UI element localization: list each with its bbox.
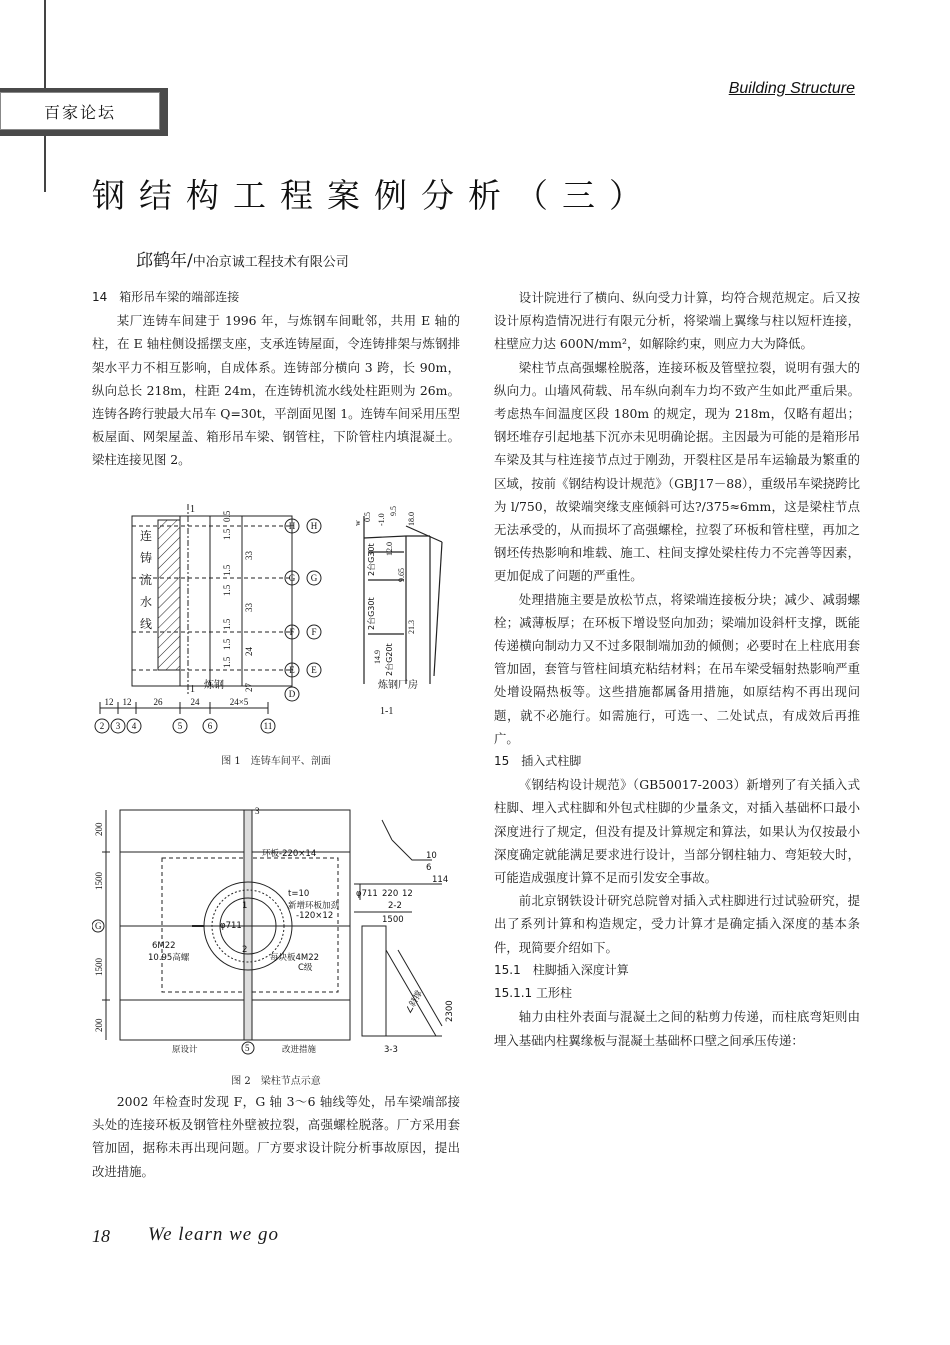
fig2-dim: 200: [94, 822, 104, 836]
section-tab: [0, 92, 160, 130]
fig1-axis-label: E: [289, 665, 295, 675]
fig2-improve-label: 改进措施: [282, 1045, 317, 1055]
page-number: 18: [92, 1226, 110, 1246]
fig2-sec-dim: 1500: [382, 915, 404, 925]
section-heading-14: 14 箱形吊车梁的端部连接: [92, 290, 240, 304]
fig2-bolt-label: 6M22: [152, 941, 176, 951]
fig1-sec-dim: 9.5: [389, 506, 398, 516]
fig1-sec-dim: 14.9: [373, 650, 382, 664]
fig1-dim: 1.5: [222, 584, 232, 596]
fig1-dim: 24: [190, 697, 200, 707]
fig2-axis-label: 5: [245, 1043, 250, 1053]
fig1-dim: 26: [153, 697, 163, 707]
fig1-axis-label: D: [288, 689, 296, 699]
fig2-stiffener-label: 新增环板加劲: [288, 901, 340, 911]
fig2-brace-label: ∠斜撑: [403, 989, 425, 1016]
journal-name: Building Structure: [728, 80, 855, 97]
author-name: 邱鹤年/: [136, 251, 193, 271]
fig1-crane-label: 2台G30t: [367, 597, 376, 630]
fig1-dim: 1.5: [222, 656, 232, 668]
fig1-dim: 12: [122, 697, 132, 707]
fig1-vertical-label: 水: [140, 595, 153, 609]
fig1-crane-label: 2台G30t: [367, 543, 376, 576]
fig2-sec-dim: 12: [402, 889, 413, 899]
fig1-axis-label: 4: [131, 721, 137, 731]
figure-1-caption: 图 1 连铸车间平、剖面: [221, 756, 331, 767]
fig1-sec-dim: 0.5: [363, 512, 372, 522]
fig1-axis-label: H: [310, 521, 318, 531]
left-column-top: [92, 286, 460, 472]
paragraph: 梁柱节点高强螺栓脱落，连接环板及管壁拉裂，说明有强大的纵向力。山墙风荷载、吊车纵向刹车力均不致产生如此严重后果。考虑热车间温度区段 180m 的规定，现为 218m，仅略有超出；钢坯堆存引起地基下沉亦未见明确论据。主因最为可能的是箱形吊车梁及其与柱连接节点过于刚劲，开裂柱区是吊车运输最为繁重的区域，按前《钢结构设计规范》（GBJ17－88），重级吊车梁挠跨比为 l/750，故梁端突缘支座倾斜可达?/375≈6mm，这是梁柱节点无法承受的，从而损坏了高强螺栓，拉裂了环板和管柱壁，再加之钢坯传热影响和堆载、施工、柱间支撑处梁柱传力不完善等因素，更加促成了问题的严重性。: [494, 359, 860, 584]
paragraph: 轴力由柱外表面与混凝土之间的粘剪力传递，而柱底弯矩则由埋入基础内柱翼缘板与混凝土基础杯口壁之间承压传递：: [494, 1009, 860, 1048]
fig1-crane-label: 2台G20t: [385, 643, 394, 676]
fig1-vertical-label: 铸: [140, 551, 153, 565]
fig2-thickness-label: t=10: [288, 889, 310, 899]
section-heading-15: 15 插入式柱脚: [494, 754, 582, 769]
author-line: [136, 246, 349, 271]
fig2-diameter-label: φ711: [220, 921, 242, 931]
footer-slogan: We learn we go: [148, 1224, 279, 1245]
fig1-dim: 1.5: [222, 564, 232, 576]
fig2-sec-dim: φ711: [356, 889, 378, 899]
fig2-dim: 200: [94, 1018, 104, 1032]
fig1-axis-label: 6: [207, 721, 213, 731]
fig2-sec-dim: 6: [426, 863, 432, 873]
fig1-sec-dim: 21.3: [407, 620, 416, 634]
right-column: [494, 286, 860, 1052]
fig1-dim: 1.5: [222, 638, 232, 650]
paragraph: 设计院进行了横向、纵向受力计算，均符合规范规定。后又按设计原构造情况进行有限元分析，将梁端上翼缘与柱以短杆连接，柱壁应力达 600N/mm²，如解除约束，则应力大为降低。: [494, 290, 860, 352]
fig2-number: 1: [242, 901, 248, 911]
fig1-dim: 1.5: [222, 618, 232, 630]
fig1-dim: 27: [244, 683, 254, 692]
fig1-dim: 24×5: [229, 697, 249, 707]
section-heading-15-1: 15.1 柱脚插入深度计算: [494, 962, 629, 977]
fig1-vertical-label: 线: [140, 617, 153, 631]
fig2-sec-label: 2-2: [388, 901, 402, 911]
fig2-sec-label: 3-3: [384, 1045, 398, 1055]
fig1-steel-label: 炼钢: [204, 680, 224, 691]
section-label: 百家论坛: [43, 102, 116, 122]
fig1-sec-dim: 12.0: [385, 542, 394, 556]
fig2-axis-label: 3: [255, 806, 260, 816]
fig1-sec-dim: 9.65: [397, 568, 406, 582]
fig1-axis-label: F: [289, 627, 295, 637]
fig1-section-label: 1-1: [380, 706, 394, 717]
figure-2-beam-column-joint: [92, 800, 460, 1062]
fig1-dim: 33: [244, 603, 254, 612]
fig1-vertical-label: 连: [140, 529, 153, 543]
fig1-axis-label: E: [311, 665, 317, 675]
fig1-sec-mark: w: [353, 520, 362, 526]
fig1-axis-label: G: [310, 573, 318, 583]
figure-1-plan-section: [92, 496, 460, 740]
fig1-axis-label: 5: [177, 721, 183, 731]
fig2-dim: 1500: [94, 958, 104, 976]
fig1-sec-dim: 18.0: [407, 512, 416, 526]
fig2-dim: 1500: [94, 872, 104, 890]
paragraph: 2002 年检查时发现 F，G 轴 3～6 轴线等处，吊车梁端部接头处的连接环板及钢管柱外壁被拉裂，高强螺栓脱落。厂方采用套管加固，据称未再出现问题。厂方要求设计院分析事故原因，提出改进措施。: [92, 1094, 460, 1179]
fig2-original-label: 原设计: [172, 1045, 198, 1055]
fig1-section-mark: 1: [190, 684, 195, 695]
fig2-bolt-grade: 10.95高螺: [148, 953, 190, 963]
fig1-axis-label: H: [288, 521, 296, 531]
fig1-axis-label: G: [288, 573, 296, 583]
fig1-axis-label: 2: [99, 721, 105, 731]
fig1-vertical-label: 流: [140, 573, 153, 587]
fig1-dim: 1.5: [222, 528, 232, 540]
fig2-stiffener-size: -120×12: [296, 911, 334, 921]
paragraph: 前北京钢铁设计研究总院曾对插入式柱脚进行过试验研究，提出了系列计算和构造规定，受力计算才是确定插入深度的基本条件，现简要介绍如下。: [494, 893, 860, 955]
author-affiliation: 中冶京诚工程技术有限公司: [192, 255, 349, 270]
fig2-plate-grade: C级: [298, 963, 313, 973]
paragraph: 某厂连铸车间建于 1996 年，与炼钢车间毗邻，共用 E 轴的柱，在 E 轴柱侧设摇摆支座，支承连铸屋面，令连铸排架与炼钢排架水平力不相互影响，自成体系。连铸部分横向 3 跨，长 90m，纵向总长 218m，柱距 24m，在连铸机流水线处柱距则为 26m。连铸各跨行驶最大吊车 Q=30t，平剖面见图 1。连铸车间采用压型板屋面、网架屋盖、箱形吊车梁、钢管柱，下阶管柱内填混凝土。梁柱连接见图 2。: [92, 313, 460, 468]
fig1-axis-label: 3: [115, 721, 121, 731]
fig2-plate-label: 每块板4M22: [270, 953, 320, 963]
fig2-number: 2: [242, 945, 248, 955]
fig2-sec-dim: 10: [426, 851, 437, 861]
section-heading-15-1-1: 15.1.1 工形柱: [494, 986, 572, 1001]
left-column-bottom: [92, 1090, 460, 1183]
fig1-axis-label: F: [311, 627, 317, 637]
fig2-ring-label: 环板-220×14: [262, 849, 317, 859]
fig1-plant-label: 炼钢厂房: [378, 680, 418, 691]
fig2-sec-dim: 220: [382, 889, 399, 899]
fig2-axis-label: G: [95, 921, 102, 931]
fig1-section-mark: 1: [190, 504, 195, 515]
fig2-sec-dim: 114: [432, 875, 449, 885]
fig1-dim: 12: [104, 697, 114, 707]
fig1-axis-label: 11: [263, 721, 273, 731]
paragraph: 处理措施主要是放松节点，将梁端连接板分块；减少、减弱螺栓；减薄板厚；在环板下增设竖向加劲；梁端加设斜杆支撑，既能传递横向制动力又不过多限制端加劲的倾侧；必要时在上柱底用套管加固，套管与管柱间填充粘结材料；在吊车梁受辐射热影响严重处增设隔热板等。这些措施都属备用措施，如原结构不再出现问题，就不必施行。如需施行，可选一、二处试点，有成效后再推广。: [494, 591, 860, 746]
article-title: 钢结构工程案例分析（三）: [92, 176, 656, 215]
paragraph: 《钢结构设计规范》（GB50017-2003）新增列了有关插入式柱脚、埋入式柱脚和外包式柱脚的少量条文，对插入基础杯口最小深度进行了规定，但没有提及计算规定和算法，如果认为仅按最小深度确定就能满足要求进行设计，当部分钢柱轴力、弯矩较大时，可能造成强度计算不足而引发安全事故。: [494, 777, 860, 886]
fig2-sec-dim: 2300: [445, 1000, 455, 1022]
fig1-dim: 33: [244, 551, 254, 560]
fig1-dim: 24: [244, 647, 254, 656]
fig1-sec-dim: -1.0: [377, 513, 386, 526]
fig1-dim: 0.5: [222, 510, 232, 522]
figure-2-caption: 图 2 梁柱节点示意: [231, 1076, 321, 1087]
